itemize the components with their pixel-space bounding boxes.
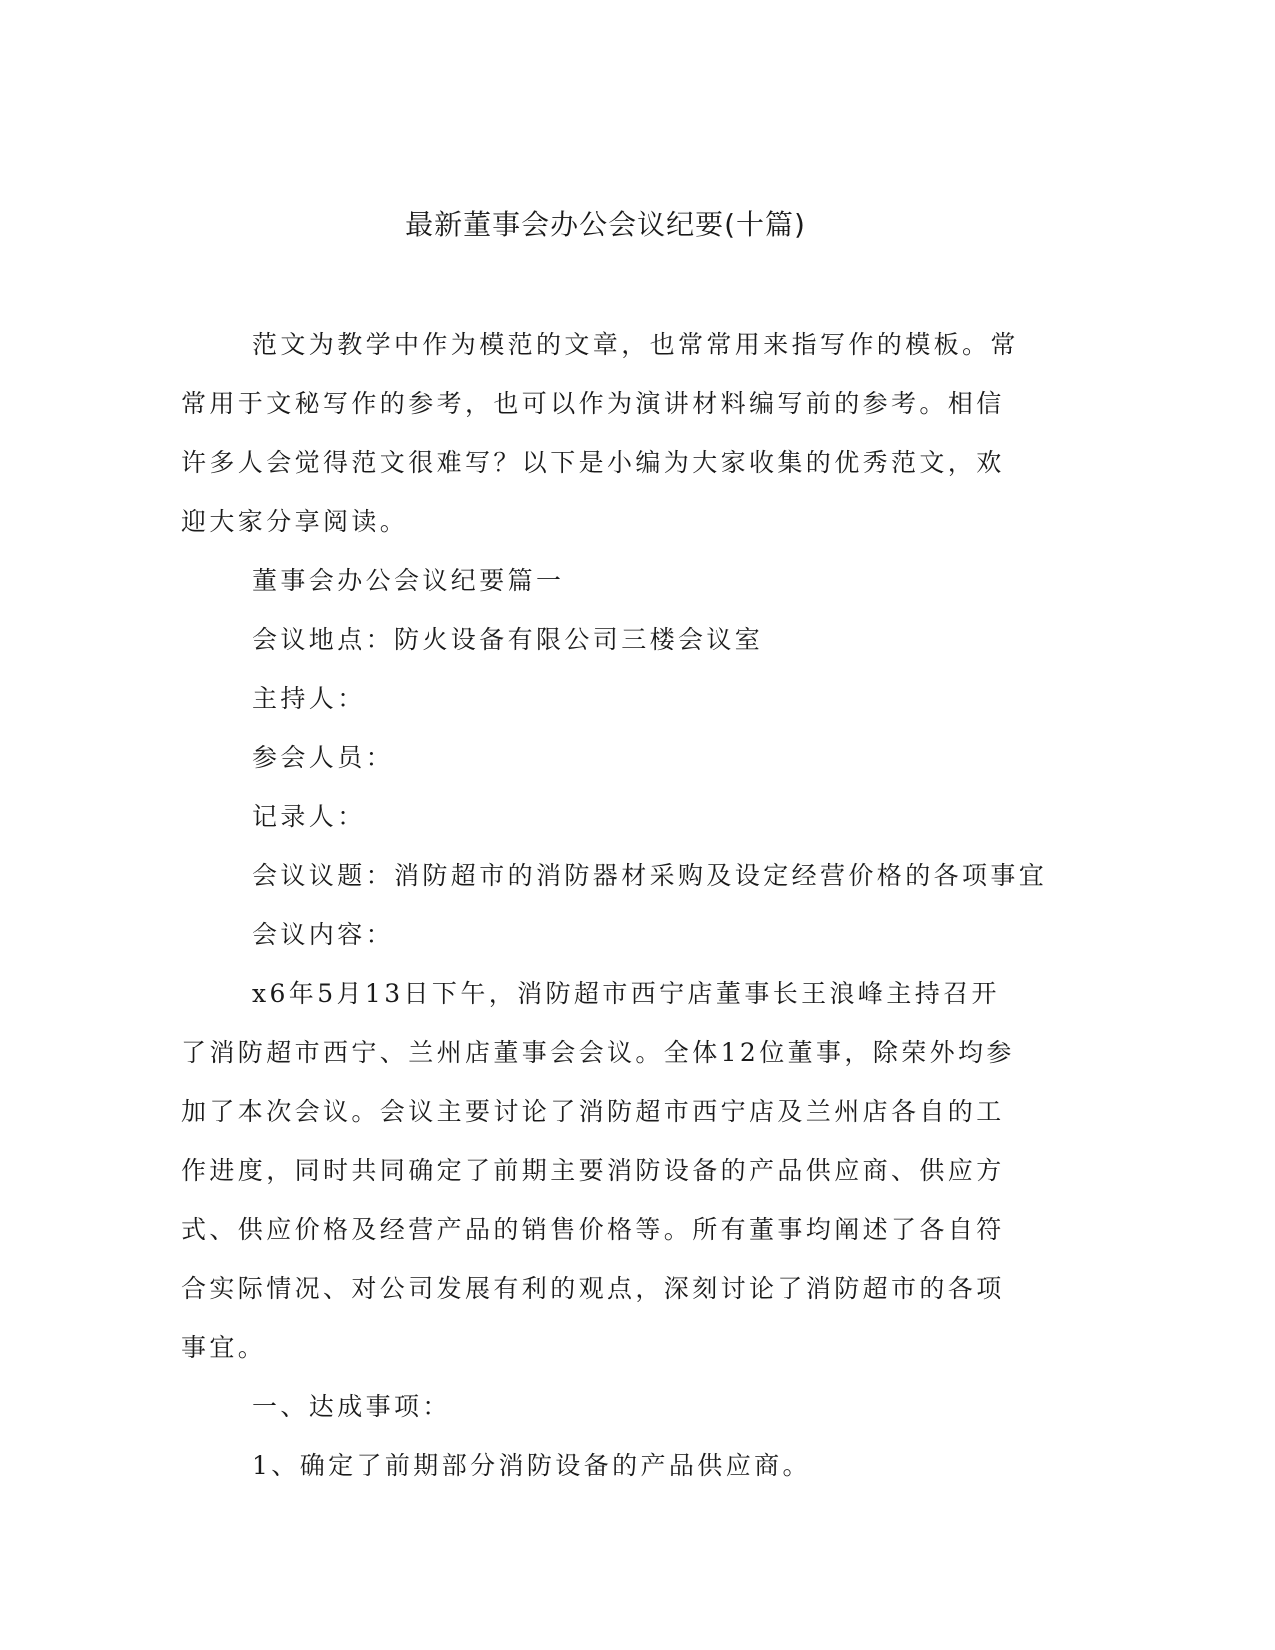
- meeting-content-paragraph: x6年5月13日下午，消防超市西宁店董事长王浪峰主持召开了消防超市西宁、兰州店董事会会议。全体12位董事，除荣外均参加了本次会议。会议主要讨论了消防超市西宁店及兰州店各自的工作进度，同时共同确定了前期主要消防设备的产品供应商、供应方式、供应价格及经营产品的销售价格等。所有董事均阐述了各自符合实际情况、对公司发展有利的观点，深刻讨论了消防超市的各项事宜。: [181, 979, 1015, 1362]
- meeting-host: 主持人：: [252, 684, 366, 713]
- meeting-content-label: 会议内容：: [252, 920, 395, 949]
- meeting-topic: 会议议题：消防超市的消防器材采购及设定经营价格的各项事宜: [252, 861, 1048, 890]
- meeting-location: 会议地点：防火设备有限公司三楼会议室: [252, 625, 764, 654]
- agreed-item-1: 1、确定了前期部分消防设备的产品供应商。: [252, 1451, 811, 1480]
- agreed-items-heading: 一、达成事项：: [252, 1392, 451, 1421]
- document-body: [181, 315, 1048, 1495]
- document-title: 最新董事会办公会议纪要(十篇): [405, 208, 806, 241]
- section-heading: 董事会办公会议纪要篇一: [252, 566, 565, 595]
- intro-paragraph: 范文为教学中作为模范的文章，也常常用来指写作的模板。常常用于文秘写作的参考，也可以作为演讲材料编写前的参考。相信许多人会觉得范文很难写？以下是小编为大家收集的优秀范文，欢迎大家分享阅读。: [181, 330, 1019, 536]
- meeting-recorder: 记录人：: [252, 802, 366, 831]
- meeting-attendees: 参会人员：: [252, 743, 395, 772]
